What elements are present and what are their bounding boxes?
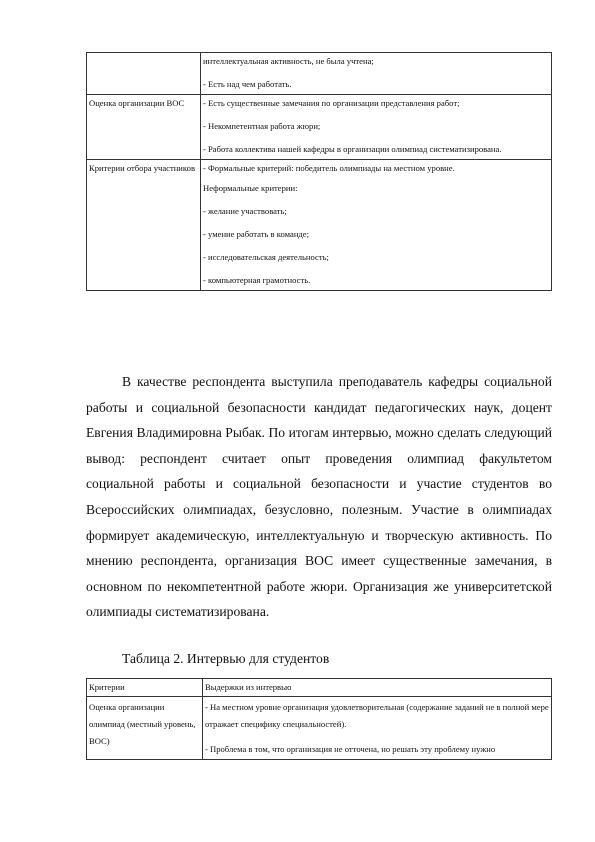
excerpt-line: - Формальные критерий: победитель олимпиады на местном уровне. (203, 163, 455, 173)
excerpt-line: - Некомпетентная работа жюри; (203, 121, 321, 131)
table-caption: Таблица 2. Интервью для студентов (122, 651, 330, 666)
excerpt-line: - Есть над чем работать. (203, 79, 292, 89)
body-paragraph: В качестве респондента выступила преподаватель кафедры социальной работы и социальной безопасности кандидат педагогических наук, доцент Евгения Владимировна Рыбак. По итогам интервью, можно сделать следующий вывод: респондент считает опыт проведения олимпиад факультетом социальной работы и социальной безопасности и участие студентов во Всероссийских олимпиадах, безусловно, полезным. Участие в олимпиадах формирует академическую, интеллектуальную и творческую активность. По мнению респондента, организация ВОС имеет существенные замечания, в основном по некомпетентной работе жюри. Организация же университетской олимпиады систематизирована. (86, 374, 552, 620)
excerpt-line: - умение работать в команде; (203, 229, 309, 239)
excerpt-line: - исследовательская деятельность; (203, 252, 329, 262)
criterion-cell (87, 53, 201, 95)
column-header: Выдержки из интервью (203, 679, 552, 697)
excerpt-line: - Есть существенные замечания по организации представления работ; (203, 98, 460, 108)
excerpt-cell (201, 160, 552, 291)
table-row (87, 160, 552, 291)
excerpt-cell (203, 697, 552, 760)
excerpt-cell (201, 95, 552, 160)
excerpt-line: - Проблема в том, что организация не отточена, но решать эту проблему нужно (205, 744, 496, 754)
column-header: Критерии (87, 679, 203, 697)
interview-table-continued (86, 52, 552, 291)
table-row (87, 95, 552, 160)
criterion-cell: Оценка организации олимпиад (местный уровень, ВОС) (87, 697, 203, 760)
criterion-cell: Критерии отбора участников (87, 160, 201, 291)
table-row (87, 697, 552, 760)
table-row (87, 53, 552, 95)
excerpt-cell (201, 53, 552, 95)
excerpt-line: интеллектуальная активность, не была учтена; (203, 56, 374, 66)
excerpt-line: - На местном уровне организация удовлетворительная (содержание заданий не в полной мере отражает специфику специальностей). (205, 702, 549, 729)
criterion-cell: Оценка организации ВОС (87, 95, 201, 160)
excerpt-line: - желание участвовать; (203, 206, 287, 216)
excerpt-line: - Работа коллектива нашей кафедры в организации олимпиад систематизирована. (203, 144, 502, 154)
excerpt-line: Неформальные критерии: (203, 183, 298, 193)
table-header-row (87, 679, 552, 697)
excerpt-line: - компьютерная грамотность. (203, 275, 311, 285)
student-interview-table (86, 678, 552, 760)
